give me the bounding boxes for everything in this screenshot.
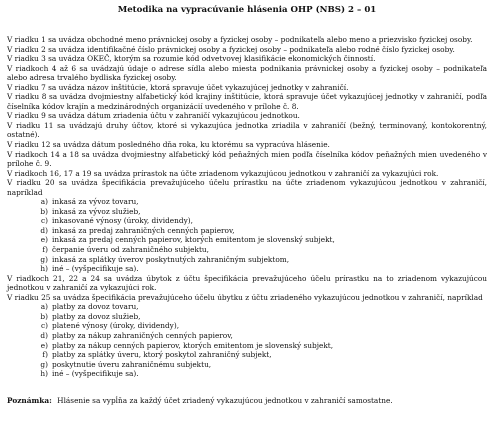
list-item-text: inkasované výnosy (úroky, dividendy), (52, 216, 193, 226)
list-item-marker: h) (40, 264, 48, 274)
list-item-text: inkasá za predaj zahraničných cenných papierov, (52, 225, 235, 235)
list-item (37, 245, 487, 255)
document-title: Metodika na vypracúvanie hlásenia OHP (NBS) 2 – 01 (117, 5, 377, 15)
list-item-text: inkasá za splátky úverov poskytnutých zahraničným subjektom, (52, 254, 290, 264)
list-item-marker: a) (40, 197, 48, 207)
list-item-marker: f) (42, 350, 48, 360)
paragraph: V riadku 3 sa uvádza OKEČ, ktorým sa rozumie kód odvetvovej klasifikácie ekonomických činností. (7, 54, 376, 64)
list-item-text: poskytnutie úveru zahraničnému subjektu, (52, 359, 212, 369)
paragraph: V riadku 8 sa uvádza dvojmiestny alfabetický kód krajiny inštitúcie, ktorá spravuje účet vykazujúcej jednotky v zahraničí, podľa číselníka kódov krajín a medzinárodných organizácií uvedeného v prílohe č. 8. (7, 92, 487, 111)
list-item-marker: g) (40, 359, 48, 369)
list-item (37, 207, 487, 217)
paragraph: V riadku 11 sa uvádzajú druhy účtov, ktoré si vykazujúca jednotka zriadila v zahraničí (bežný, terminovaný, kontokorentný, ostatné). (7, 120, 487, 140)
list-item (37, 235, 487, 245)
list-item-marker: d) (40, 330, 48, 340)
paragraph: V riadku 2 sa uvádza identifikačné číslo právnickej osoby a fyzickej osoby – podnikateľa alebo rodné číslo fyzickej osoby. (7, 44, 455, 54)
list-item (37, 331, 487, 341)
paragraph: V riadku 7 sa uvádza názov inštitúcie, ktorá spravuje účet vykazujúcej jednotky v zahraničí. (7, 82, 349, 92)
list-item-marker: a) (40, 302, 48, 312)
list-item-text: platby za dovoz tovaru, (52, 302, 139, 312)
paragraph: V riadku 20 sa uvádza špecifikácia prevažujúceho účelu prírastku na účte zriadenom vykazujúcou jednotkou v zahraničí, napríklad (7, 178, 487, 197)
list-item-marker: b) (40, 206, 48, 216)
paragraph: V riadku 25 sa uvádza špecifikácia prevažujúceho účelu úbytku z účtu zriadeného vykazujúcou jednotkou v zahraničí, napríklad (7, 292, 483, 302)
list-item-text: inkasá za predaj cenných papierov, ktorých emitentom je slovenský subjekt, (52, 235, 335, 245)
list-item (37, 312, 487, 322)
list-item-text: platby za splátky úveru, ktorý poskytol zahraničný subjekt, (52, 350, 272, 360)
list-item (37, 369, 487, 379)
list-item-marker: e) (40, 235, 48, 245)
list-item-marker: c) (41, 216, 48, 226)
list-item-text: platené výnosy (úroky, dividendy), (52, 321, 180, 331)
paragraph: V riadku 1 sa uvádza obchodné meno právnickej osoby a fyzickej osoby – podnikateľa alebo meno a priezvisko fyzickej osoby. (7, 35, 473, 44)
list-item (37, 197, 487, 207)
list-item-marker: h) (40, 369, 48, 379)
paragraph: V riadkoch 4 až 6 sa uvádzajú údaje o adrese sídla alebo miesta podnikania právnickej osoby a fyzickej osoby – podnikateľa alebo adresa trvalého bydliska fyzickej osoby. (7, 63, 487, 83)
paragraph-group-middle (7, 274, 487, 303)
note-text: Hlásenie sa vypĺňa za každý účet zriadený vykazujúcou jednotkou v zahraničí samostatne. (57, 395, 393, 405)
list-item-text: platby za dovoz služieb, (52, 311, 141, 321)
list-item-text: inkasá za vývoz služieb, (52, 206, 141, 216)
list-item (37, 321, 487, 331)
spacer (7, 379, 487, 396)
list-item-marker: c) (41, 321, 48, 331)
paragraph: V riadkoch 14 a 18 sa uvádza dvojmiestny alfabetický kód peňažných mien podľa číselníka kódov peňažných mien uvedeného v prílohe č. 9. (7, 149, 487, 169)
list-item-text: iné – (vyšpecifikuje sa). (52, 369, 139, 379)
list-item (37, 350, 487, 360)
paragraph: V riadku 9 sa uvádza dátum zriadenia účtu v zahraničí vykazujúcou jednotkou. (7, 111, 300, 121)
paragraph: V riadkoch 16, 17 a 19 sa uvádza prírastok na účte zriadenom vykazujúcou jednotkou v zahraničí za vykazujúci rok. (7, 168, 439, 178)
outgoing-purpose-list (7, 302, 487, 378)
list-item (37, 341, 487, 351)
list-item-text: iné – (vyšpecifikuje sa). (52, 264, 139, 274)
list-item-text: platby za nákup cenných papierov, ktorých emitentom je slovenský subjekt, (52, 340, 334, 350)
list-item (37, 255, 487, 265)
list-item (37, 360, 487, 370)
list-item-marker: e) (40, 340, 48, 350)
list-item (37, 264, 487, 274)
note-label: Poznámka: (7, 395, 52, 405)
incoming-purpose-list (7, 197, 487, 273)
paragraph-group-top (7, 35, 487, 197)
list-item-text: čerpanie úveru od zahraničného subjektu, (52, 245, 209, 255)
paragraph: V riadku 12 sa uvádza dátum posledného dňa roka, ku ktorému sa vypracúva hlásenie. (7, 140, 330, 150)
paragraph: V riadkoch 21, 22 a 24 sa uvádza úbytok z účtu špecifikácia prevažujúceho účelu prírastku na to zriadenom vykazujúcou jednotkou v zahraničí za vykazujúci rok. (7, 273, 487, 293)
list-item-marker: d) (40, 225, 48, 235)
list-item-text: platby za nákup zahraničných cenných papierov, (52, 330, 233, 340)
list-item (37, 302, 487, 312)
list-item (37, 216, 487, 226)
list-item-text: inkasá za vývoz tovaru, (52, 197, 139, 207)
list-item-marker: g) (40, 254, 48, 264)
list-item-marker: b) (40, 311, 48, 321)
list-item-marker: f) (42, 245, 48, 255)
list-item (37, 226, 487, 236)
note (7, 396, 487, 406)
